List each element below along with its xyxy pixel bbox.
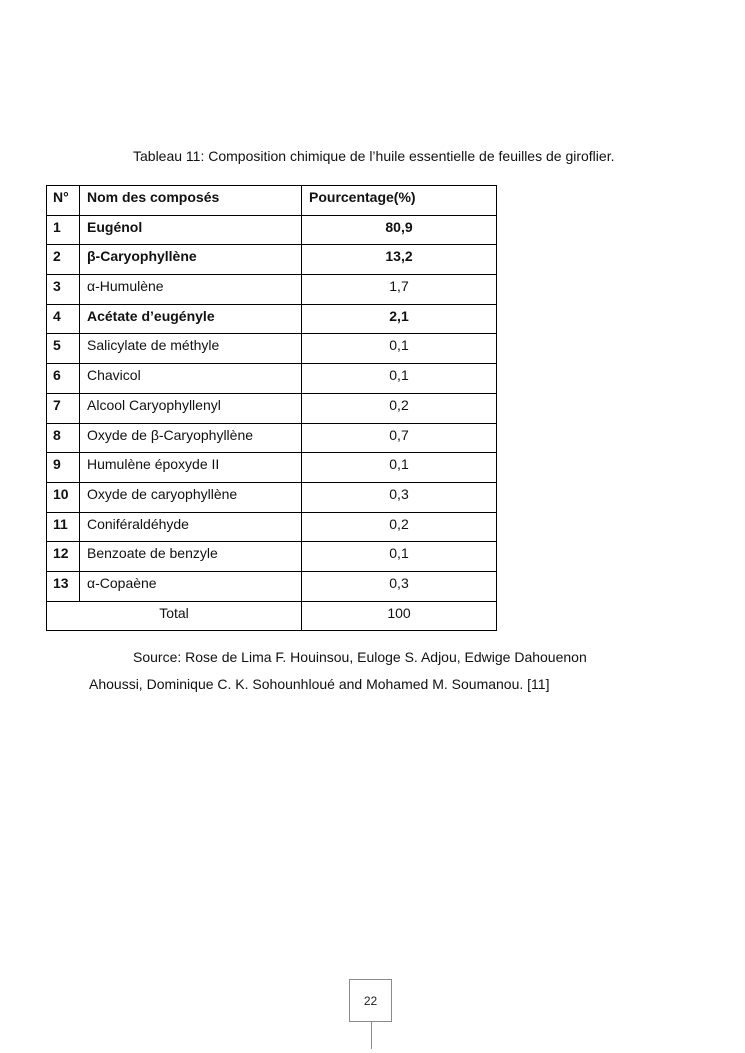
header-name: Nom des composés	[80, 186, 302, 216]
row-num: 11	[47, 512, 80, 542]
table-row	[47, 275, 497, 305]
compound-name: Humulène époxyde II	[80, 453, 302, 483]
compound-name: Acétate d’eugényle	[80, 304, 302, 334]
compound-percentage: 13,2	[302, 245, 497, 275]
row-num: 8	[47, 423, 80, 453]
row-num: 9	[47, 453, 80, 483]
compound-percentage: 0,2	[302, 512, 497, 542]
compound-percentage: 0,1	[302, 364, 497, 394]
compound-percentage: 0,7	[302, 423, 497, 453]
page-number: 22	[363, 993, 378, 1008]
row-num: 7	[47, 393, 80, 423]
compound-name: Coniféraldéhyde	[80, 512, 302, 542]
row-num: 12	[47, 542, 80, 572]
table-total-row	[47, 601, 497, 631]
compound-name: α-Copaène	[80, 571, 302, 601]
table-row	[47, 393, 497, 423]
total-label: Total	[47, 601, 302, 631]
compound-name: α-Humulène	[80, 275, 302, 305]
source-line-1: Source: Rose de Lima F. Houinsou, Euloge S. Adjou, Edwige Dahouenon	[133, 649, 587, 665]
source-line-2: Ahoussi, Dominique C. K. Sohounhloué and Mohamed M. Soumanou. [11]	[89, 676, 550, 692]
compound-percentage: 0,3	[302, 571, 497, 601]
header-percentage: Pourcentage(%)	[302, 186, 497, 216]
table-row	[47, 482, 497, 512]
row-num: 3	[47, 275, 80, 305]
compound-name: β-Caryophyllène	[80, 245, 302, 275]
table-header-row	[47, 186, 497, 216]
row-num: 4	[47, 304, 80, 334]
table-row	[47, 542, 497, 572]
table-row	[47, 453, 497, 483]
compound-name: Eugénol	[80, 215, 302, 245]
row-num: 13	[47, 571, 80, 601]
table-row	[47, 215, 497, 245]
row-num: 6	[47, 364, 80, 394]
page-number-connector	[371, 1022, 372, 1049]
header-num: N°	[47, 186, 80, 216]
compound-name: Alcool Caryophyllenyl	[80, 393, 302, 423]
compound-name: Salicylate de méthyle	[80, 334, 302, 364]
total-value: 100	[302, 601, 497, 631]
row-num: 1	[47, 215, 80, 245]
page-number-box	[349, 979, 392, 1022]
table-row	[47, 423, 497, 453]
compound-name: Oxyde de caryophyllène	[80, 482, 302, 512]
table-row	[47, 245, 497, 275]
table-row	[47, 334, 497, 364]
compound-percentage: 0,2	[302, 393, 497, 423]
table-row	[47, 571, 497, 601]
composition-table	[46, 185, 497, 631]
table-row	[47, 512, 497, 542]
table-row	[47, 364, 497, 394]
compound-name: Chavicol	[80, 364, 302, 394]
compound-percentage: 1,7	[302, 275, 497, 305]
compound-percentage: 0,3	[302, 482, 497, 512]
table-row	[47, 304, 497, 334]
compound-percentage: 0,1	[302, 453, 497, 483]
compound-percentage: 0,1	[302, 542, 497, 572]
row-num: 5	[47, 334, 80, 364]
table-caption: Tableau 11: Composition chimique de l’huile essentielle de feuilles de giroflier.	[133, 148, 615, 164]
compound-name: Oxyde de β-Caryophyllène	[80, 423, 302, 453]
compound-percentage: 2,1	[302, 304, 497, 334]
compound-percentage: 80,9	[302, 215, 497, 245]
compound-name: Benzoate de benzyle	[80, 542, 302, 572]
compound-percentage: 0,1	[302, 334, 497, 364]
row-num: 10	[47, 482, 80, 512]
row-num: 2	[47, 245, 80, 275]
